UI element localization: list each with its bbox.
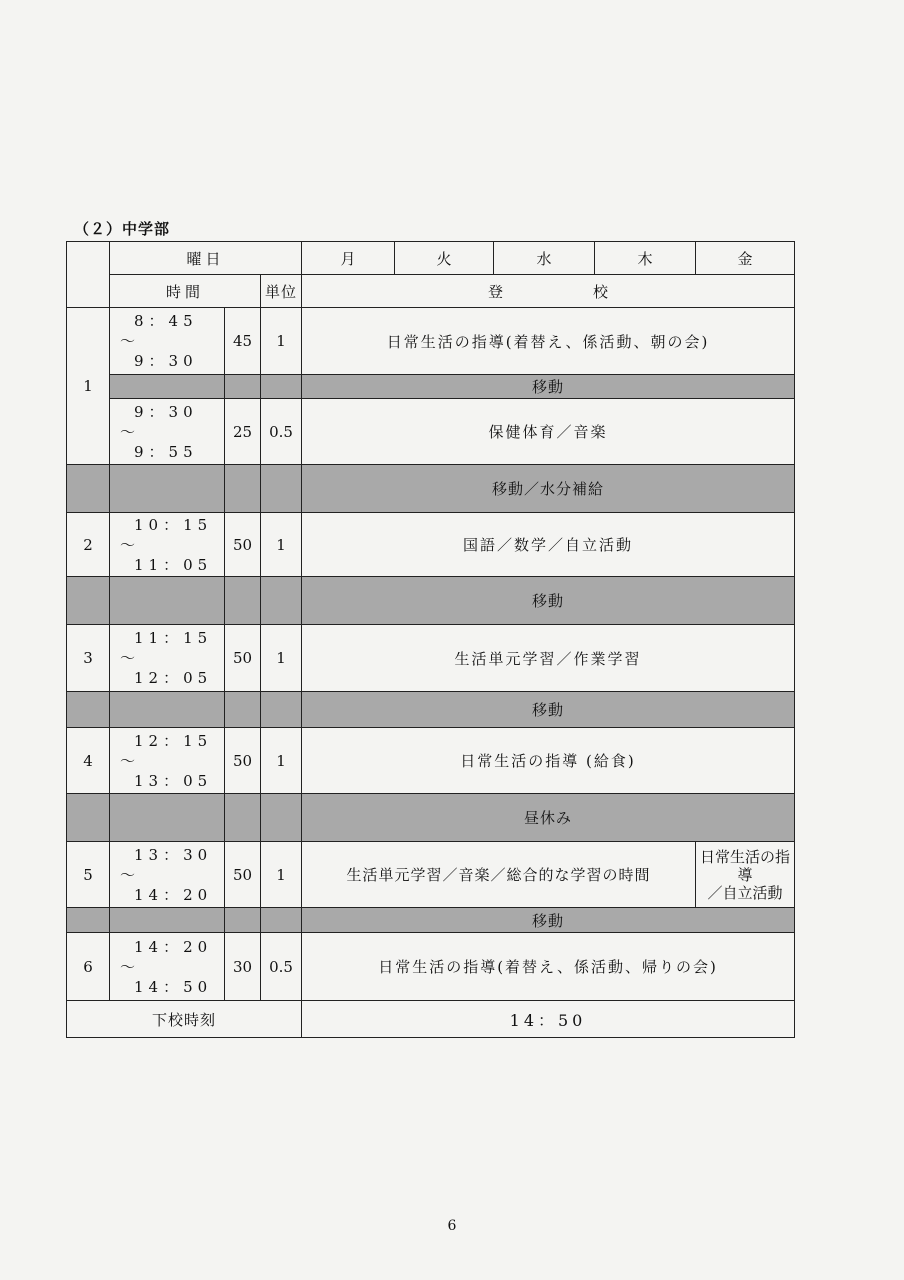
period-units: 1 <box>261 728 302 794</box>
friday-activity-line2: ／自立活動 <box>707 883 783 902</box>
break-blank <box>261 692 302 728</box>
period-units: 1 <box>261 625 302 692</box>
header-day-thu: 木 <box>595 242 696 275</box>
period-number: 5 <box>67 842 110 908</box>
break-blank <box>110 794 225 842</box>
break-blank <box>110 692 225 728</box>
break-row <box>67 692 795 728</box>
period-row <box>67 933 795 1001</box>
break-blank <box>225 375 261 399</box>
time-start: 9：30 <box>134 402 198 421</box>
period-row <box>67 399 795 465</box>
break-blank <box>110 577 225 625</box>
break-label: 移動 <box>302 375 795 399</box>
time-end: 9：30 <box>134 352 198 370</box>
break-label: 移動 <box>302 692 795 728</box>
break-blank <box>261 465 302 513</box>
period-time <box>110 625 225 692</box>
break-row <box>67 908 795 933</box>
break-blank <box>261 908 302 933</box>
period-minutes: 25 <box>225 399 261 465</box>
break-blank <box>67 465 110 513</box>
header-day-wed: 水 <box>494 242 595 275</box>
break-blank <box>261 794 302 842</box>
time-end: 11：05 <box>134 555 213 574</box>
period-number: 4 <box>67 728 110 794</box>
dismissal-row <box>67 1001 795 1038</box>
break-label: 移動／水分補給 <box>302 465 795 513</box>
header-jikan: 時間 <box>110 275 261 308</box>
header-youbi: 曜日 <box>110 242 302 275</box>
break-label: 移動 <box>302 577 795 625</box>
period-time <box>110 933 225 1001</box>
period-minutes: 50 <box>225 728 261 794</box>
period-minutes: 30 <box>225 933 261 1001</box>
corner-cell <box>67 242 110 308</box>
page-number: 6 <box>447 1218 457 1234</box>
header-row-days <box>67 242 795 275</box>
time-end: 12：05 <box>134 669 213 687</box>
break-blank <box>67 692 110 728</box>
break-blank <box>110 375 225 399</box>
period-activity: 日常生活の指導(着替え、係活動、朝の会) <box>302 308 795 375</box>
dismissal-label: 下校時刻 <box>67 1001 302 1038</box>
period-units: 1 <box>261 513 302 577</box>
break-label: 移動 <box>302 908 795 933</box>
period-number: 1 <box>67 308 110 465</box>
break-row <box>67 577 795 625</box>
period-time <box>110 308 225 375</box>
timetable <box>66 241 795 1038</box>
period-units: 1 <box>261 842 302 908</box>
time-tilde: ～ <box>120 535 141 554</box>
break-blank <box>225 908 261 933</box>
time-start: 14：20 <box>134 937 213 956</box>
time-tilde: ～ <box>120 649 141 667</box>
break-blank <box>67 577 110 625</box>
break-blank <box>261 375 302 399</box>
break-blank <box>110 465 225 513</box>
time-start: 13：30 <box>134 845 213 864</box>
period-time <box>110 513 225 577</box>
break-blank <box>67 908 110 933</box>
break-blank <box>110 908 225 933</box>
period-units: 0.5 <box>261 933 302 1001</box>
header-day-fri: 金 <box>696 242 795 275</box>
period-time <box>110 842 225 908</box>
header-toukou: 登 校 <box>302 275 795 308</box>
break-row <box>67 375 795 399</box>
period-activity: 生活単元学習／作業学習 <box>302 625 795 692</box>
period-minutes: 50 <box>225 513 261 577</box>
dismissal-time: 14：50 <box>302 1001 795 1038</box>
break-label: 昼休み <box>302 794 795 842</box>
break-blank <box>261 577 302 625</box>
break-blank <box>225 794 261 842</box>
period-row <box>67 625 795 692</box>
time-end: 14：20 <box>134 885 213 904</box>
time-tilde: ～ <box>120 751 141 770</box>
time-start: 12：15 <box>134 731 213 750</box>
break-row <box>67 465 795 513</box>
period-activity: 日常生活の指導 (給食) <box>302 728 795 794</box>
header-row-time <box>67 275 795 308</box>
break-blank <box>67 794 110 842</box>
time-start: 8：45 <box>134 312 198 330</box>
period-number: 2 <box>67 513 110 577</box>
period-activity: 生活単元学習／音楽／総合的な学習の時間 <box>302 842 696 908</box>
period-activity: 保健体育／音楽 <box>302 399 795 465</box>
period-units: 1 <box>261 308 302 375</box>
header-day-mon: 月 <box>302 242 395 275</box>
time-start: 11：15 <box>134 629 213 647</box>
period-activity: 日常生活の指導(着替え、係活動、帰りの会) <box>302 933 795 1001</box>
period-time <box>110 728 225 794</box>
period-activity-friday <box>696 842 795 908</box>
time-tilde: ～ <box>120 865 141 884</box>
period-number: 3 <box>67 625 110 692</box>
time-end: 13：05 <box>134 771 213 790</box>
period-activity: 国語／数学／自立活動 <box>302 513 795 577</box>
period-row <box>67 513 795 577</box>
period-row <box>67 728 795 794</box>
time-tilde: ～ <box>120 332 141 350</box>
header-tani: 単位 <box>261 275 302 308</box>
break-blank <box>225 465 261 513</box>
period-minutes: 45 <box>225 308 261 375</box>
period-number: 6 <box>67 933 110 1001</box>
time-end: 14：50 <box>134 977 213 996</box>
break-blank <box>225 692 261 728</box>
header-day-tue: 火 <box>395 242 494 275</box>
time-end: 9：55 <box>134 442 198 461</box>
break-row <box>67 794 795 842</box>
period-minutes: 50 <box>225 842 261 908</box>
friday-activity-line1: 日常生活の指導 <box>700 847 791 884</box>
break-blank <box>225 577 261 625</box>
period-units: 0.5 <box>261 399 302 465</box>
period-minutes: 50 <box>225 625 261 692</box>
period-time <box>110 399 225 465</box>
time-tilde: ～ <box>120 422 141 441</box>
section-title: （２）中学部 <box>74 220 171 238</box>
time-tilde: ～ <box>120 957 141 976</box>
period-row <box>67 842 795 908</box>
period-row <box>67 308 795 375</box>
time-start: 10：15 <box>134 515 213 534</box>
